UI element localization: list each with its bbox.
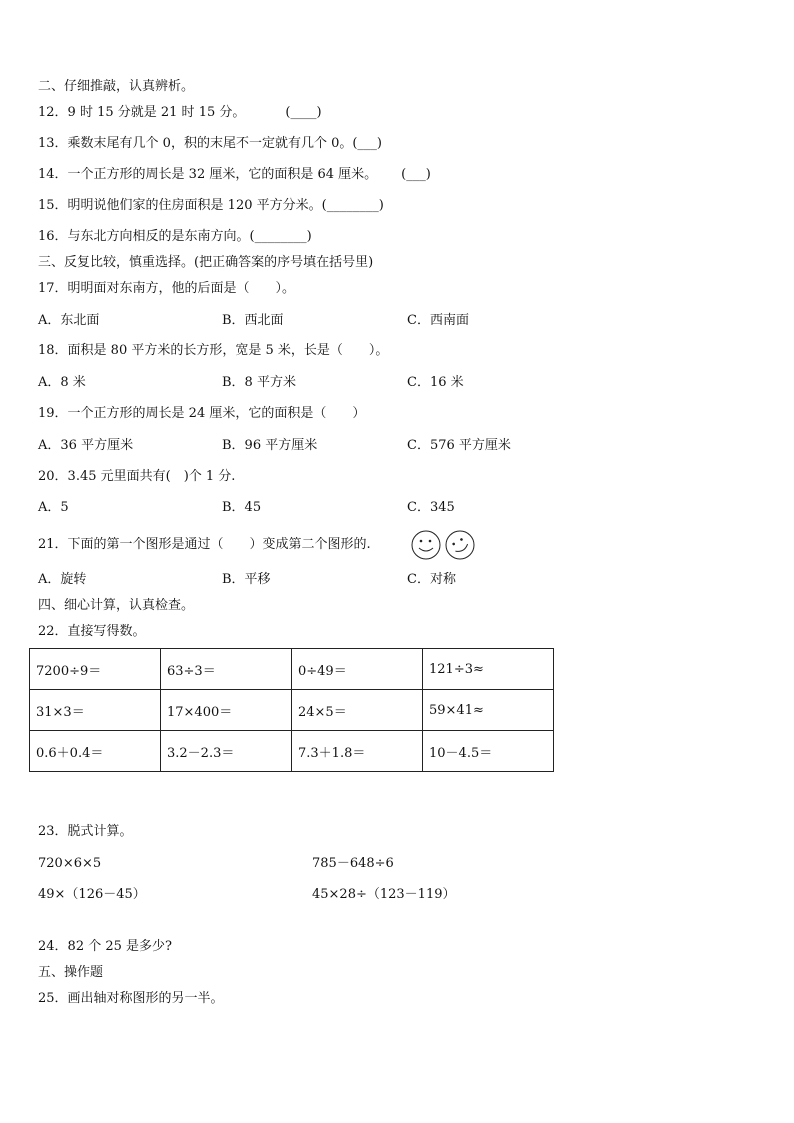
choice-q17-option-a: A．东北面 — [38, 313, 100, 328]
q22-title: 22．直接写得数。 — [38, 624, 146, 639]
q23-expression: 785－648÷6 — [312, 856, 394, 871]
choice-q18-option-a: A．8 米 — [38, 375, 86, 390]
q25: 25．画出轴对称图形的另一半。 — [38, 991, 224, 1006]
section-2-heading: 二、仔细推敲，认真辨析。 — [38, 79, 195, 94]
choice-q19-option-c: C．576 平方厘米 — [407, 438, 511, 453]
q23-title: 23．脱式计算。 — [38, 824, 133, 839]
section-4-heading: 四、细心计算，认真检查。 — [38, 598, 195, 613]
judge-q12: 12．9 时 15 分就是 21 时 15 分。 (____) — [38, 105, 322, 120]
table-row — [30, 649, 554, 690]
choice-q20: 20．3.45 元里面共有( )个 1 分. — [38, 469, 236, 484]
rotated-smiley-face-icon — [444, 530, 476, 560]
judge-q16: 16．与东北方向相反的是东南方向。(________) — [38, 229, 312, 244]
table-cell: 3.2－2.3＝ — [161, 731, 292, 772]
table-cell: 59×41≈ — [423, 690, 554, 731]
table-cell: 24×5＝ — [292, 690, 423, 731]
choice-q19-option-a: A．36 平方厘米 — [38, 438, 134, 453]
choice-q18: 18．面积是 80 平方米的长方形，宽是 5 米，长是（ ）。 — [38, 343, 389, 358]
table-cell: 121÷3≈ — [423, 649, 554, 690]
table-cell: 7.3＋1.8＝ — [292, 731, 423, 772]
q23-expression: 45×28÷（123－119） — [312, 887, 456, 902]
table-cell: 10－4.5＝ — [423, 731, 554, 772]
choice-q20-option-c: C．345 — [407, 500, 455, 515]
q23-expression: 49×（126－45） — [38, 887, 146, 902]
judge-q15: 15．明明说他们家的住房面积是 120 平方分米。(________) — [38, 198, 384, 213]
smiley-face-icon — [410, 530, 442, 560]
table-cell: 31×3＝ — [30, 690, 161, 731]
choice-q18-option-c: C．16 米 — [407, 375, 464, 390]
choice-q19-option-b: B．96 平方厘米 — [222, 438, 318, 453]
table-cell: 17×400＝ — [161, 690, 292, 731]
choice-q17: 17．明明面对东南方，他的后面是（ ）。 — [38, 281, 296, 296]
choice-q18-option-b: B．8 平方米 — [222, 375, 296, 390]
choice-q19: 19．一个正方形的周长是 24 厘米，它的面积是（ ） — [38, 406, 366, 421]
table-cell: 0÷49＝ — [292, 649, 423, 690]
section-5-heading: 五、操作题 — [38, 965, 104, 980]
mental-math-table — [29, 648, 554, 772]
choice-q17-option-b: B．西北面 — [222, 313, 284, 328]
table-row — [30, 690, 554, 731]
table-row — [30, 731, 554, 772]
choice-q20-option-b: B．45 — [222, 500, 262, 515]
choice-q21-option-a: A．旋转 — [38, 572, 87, 587]
q23-expression: 720×6×5 — [38, 856, 102, 871]
choice-q17-option-c: C．西南面 — [407, 313, 469, 328]
section-3-heading: 三、反复比较，慎重选择。(把正确答案的序号填在括号里) — [38, 255, 374, 270]
choice-q21-option-b: B．平移 — [222, 572, 271, 587]
judge-q13: 13．乘数末尾有几个 0，积的末尾不一定就有几个 0。(___) — [38, 136, 383, 151]
choice-q21: 21．下面的第一个图形是通过（ ）变成第二个图形的. — [38, 537, 371, 552]
choice-q21-option-c: C．对称 — [407, 572, 456, 587]
table-cell: 0.6＋0.4＝ — [30, 731, 161, 772]
table-cell: 7200÷9＝ — [30, 649, 161, 690]
q24: 24．82 个 25 是多少? — [38, 939, 172, 954]
table-cell: 63÷3＝ — [161, 649, 292, 690]
choice-q20-option-a: A．5 — [38, 500, 69, 515]
judge-q14: 14．一个正方形的周长是 32 厘米，它的面积是 64 厘米。 (___) — [38, 167, 431, 182]
